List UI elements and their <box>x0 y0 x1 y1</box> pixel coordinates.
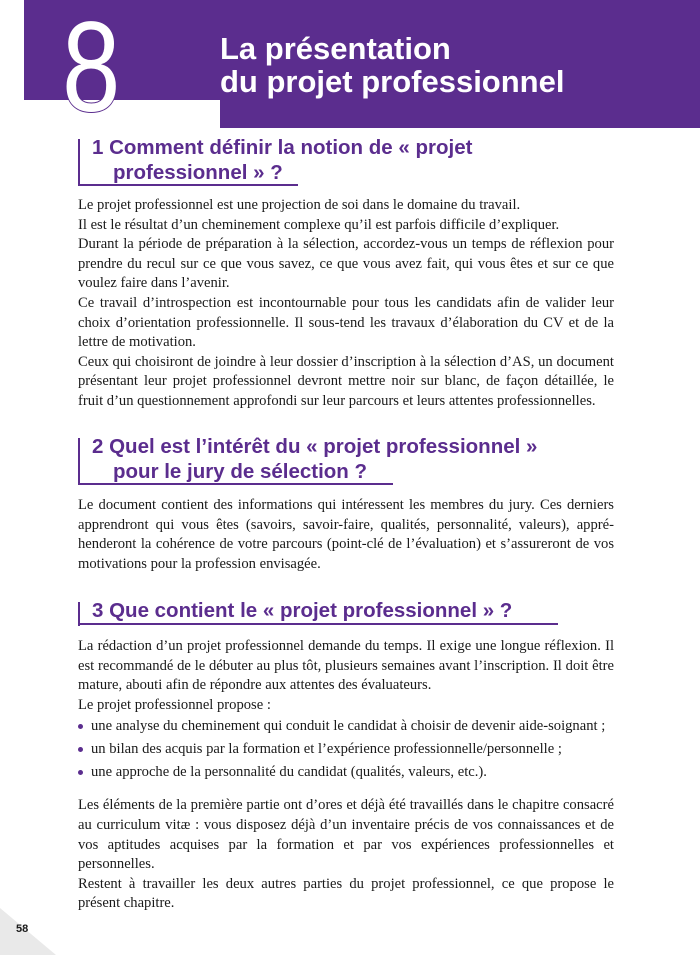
section-3-heading <box>78 598 638 623</box>
list-item <box>78 738 614 761</box>
bullet-list <box>78 715 614 784</box>
section-1-heading <box>78 135 638 185</box>
paragraph: Le projet professionnel est une projection de soi dans le domaine du travail. <box>78 197 521 213</box>
chapter-title-line2: du projet professionnel <box>220 64 565 99</box>
list-item <box>78 715 614 738</box>
bullet-icon <box>78 724 83 729</box>
section-1-bar <box>78 139 80 185</box>
header-notch <box>24 100 220 130</box>
section-1-title-line2: professionnel » ? <box>113 161 283 184</box>
list-item <box>78 761 614 784</box>
section-2-bar <box>78 438 80 484</box>
paragraph: Restent à travailler les deux autres parties du projet professionnel, ce que propose le présent chapitre. <box>78 875 614 912</box>
section-2-title-line1: 2 Quel est l’intérêt du « projet professionnel » <box>92 435 538 458</box>
paragraph: Il est le résultat d’un cheminement complexe qu’il est parfois difficile d’expliquer. <box>78 216 560 233</box>
section-2-underline <box>78 483 393 485</box>
paragraph: Le document contient des informations qui intéressent les membres du jury. Ces derniers apprendront qui vous êtes (savoirs, savoir-faire, qualités, personnalité, valeurs), appréhenderont la cohérence de votre parcours (point-clé de l’évaluation) et s’assureront de vos motivations pour la profession envisagée. <box>78 497 614 572</box>
section-1-underline <box>78 184 298 186</box>
paragraph: Les éléments de la première partie ont d’ores et déjà été travaillés dans le chapitre consacré au curriculum vitæ : vous disposez déjà d’un inventaire précis de vos connaissances et de vos aptitudes acquises par la formation et par vos expériences professionnelles et personnelles. <box>78 797 614 873</box>
section-1-title <box>78 135 638 185</box>
section-2-title-line2: pour le jury de sélection ? <box>113 460 368 483</box>
section-1-body <box>78 196 614 412</box>
section-2-body <box>78 496 614 574</box>
chapter-title <box>220 32 564 98</box>
paragraph: Durant la période de préparation à la sélection, accordez-vous un temps de réflexion pour prendre du recul sur ce que vous savez, ce que vous avez fait, qui vous êtes et sur ce que voulez faire dans l’avenir. <box>78 236 614 292</box>
section-3-underline <box>78 623 558 625</box>
chapter-title-line1: La présentation <box>220 31 451 66</box>
list-item-text: une analyse du cheminement qui conduit le candidat à choisir de devenir aide-soignant ; <box>91 718 606 735</box>
section-2-heading <box>78 434 638 484</box>
bullet-icon <box>78 770 83 775</box>
section-1-title-line1: 1 Comment définir la notion de « projet <box>92 136 473 159</box>
section-3-body <box>78 637 614 914</box>
paragraph: Ceux qui choisiront de joindre à leur dossier d’inscription à la sélection d’AS, un document présentant leur projet professionnel devront mettre noir sur blanc, de façon détaillée, le fruit d’un questionnement approfondi sur leur parcours et leurs attentes professionnelles. <box>78 353 614 409</box>
paragraph: Le projet professionnel propose : <box>78 696 271 713</box>
paragraph: Ce travail d’introspection est incontournable pour tous les candidats afin de valider leur choix d’orientation professionnelle. Il sous-tend les travaux d’élaboration du CV et de la lettre de motivation. <box>78 294 614 351</box>
list-item-text: un bilan des acquis par la formation et l’expérience professionnelle/personnelle ; <box>91 741 562 758</box>
chapter-number: 8 <box>62 0 121 139</box>
section-2-title <box>78 434 638 484</box>
paragraph: La rédaction d’un projet professionnel demande du temps. Il exige une longue réflexion. Il est recommandé de le débuter au plus tôt, plusieurs semaines avant l’inscription. Il doit être mature, abouti afin de répondre aux attentes des évaluateurs. <box>78 638 614 694</box>
page-number: 58 <box>16 923 29 935</box>
section-3-title <box>78 598 638 623</box>
section-3-title-line1: 3 Que contient le « projet professionnel » ? <box>92 599 513 622</box>
list-item-text: une approche de la personnalité du candidat (qualités, valeurs, etc.). <box>91 764 487 781</box>
bullet-icon <box>78 747 83 752</box>
